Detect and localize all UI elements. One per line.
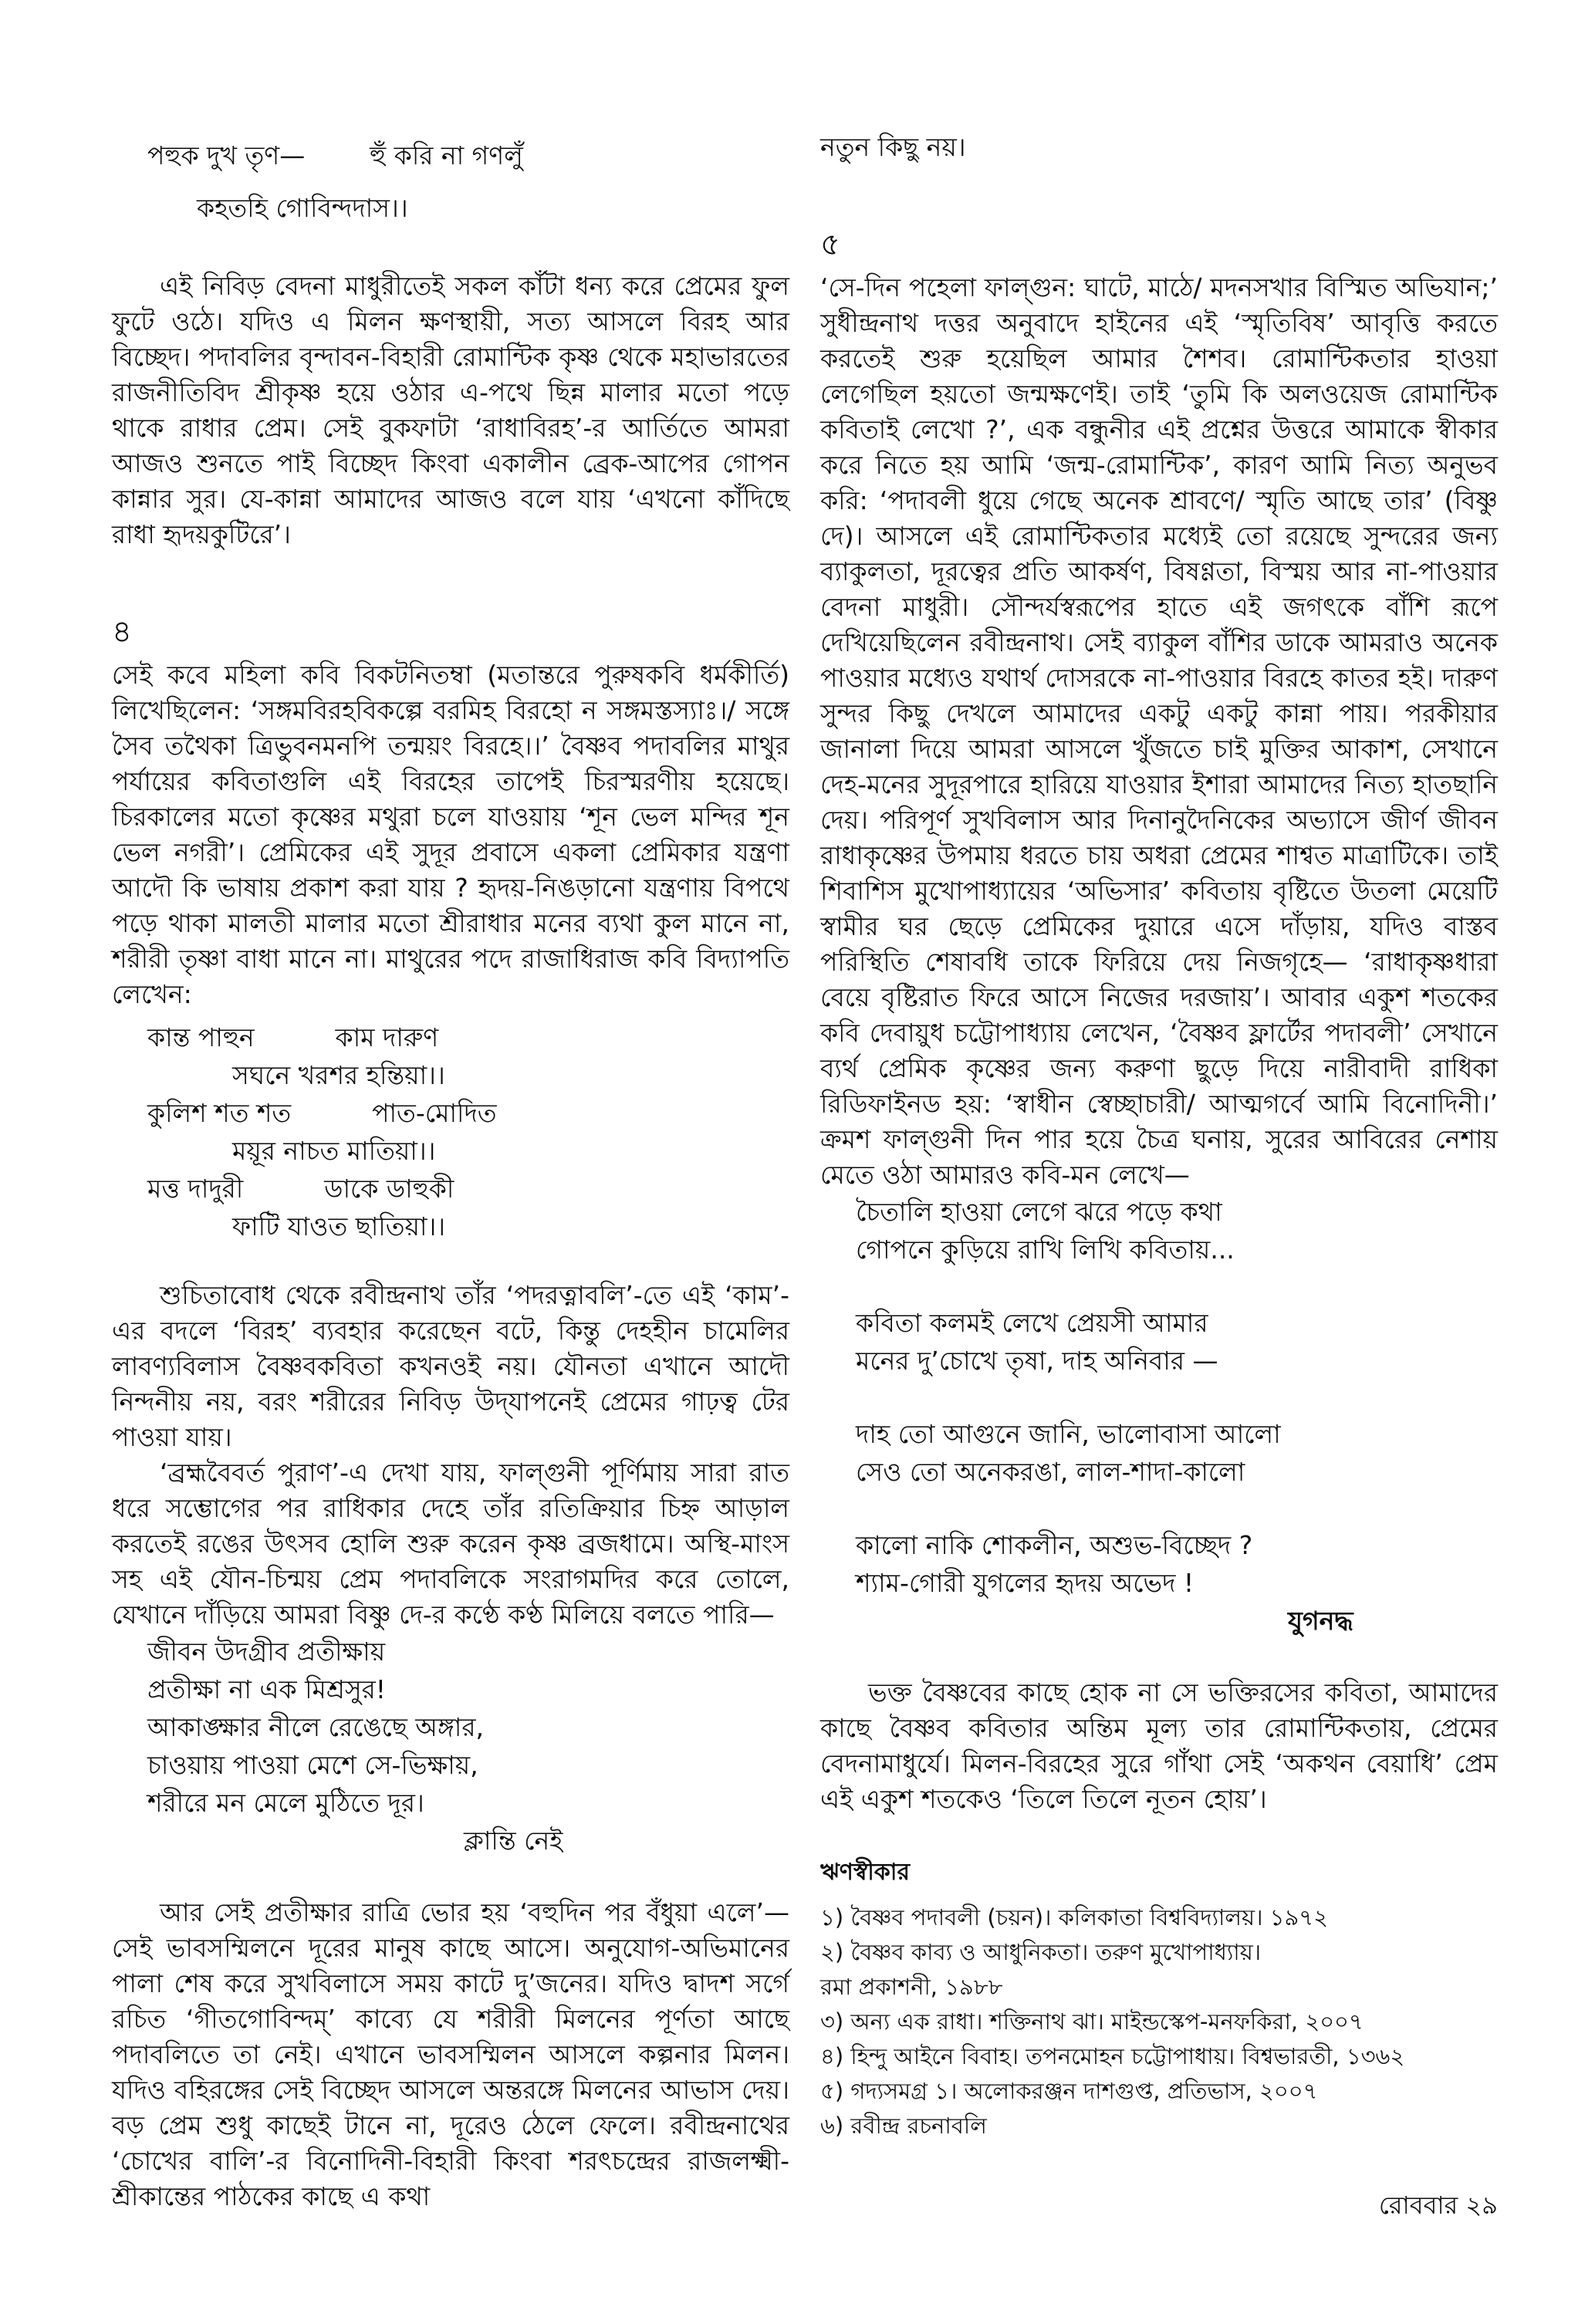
references-section [820,1856,1498,2143]
poem-line: জীবন উদগ্রীব প্রতীক্ষায় [147,1637,386,1667]
poem-line: প্রতীক্ষা না এক মিশ্রসুর! [147,1674,386,1704]
vidyapati-verse [112,1018,789,1245]
verse-line: ময়ূর নাচত মাতিয়া।। [232,1136,436,1166]
poem-quote-left [112,1633,789,1860]
poem-attribution: ক্লান্তি নেই [464,1826,563,1856]
poem-line: আকাঙ্ক্ষার নীলে রেঙেছে অঙ্গার, [147,1712,484,1742]
paragraph-brahmavaivarta: ‘ব্রহ্মবৈবর্ত পুরাণ’-এ দেখা যায়, ফাল্গুনী পূর্ণিমায় সারা রাত ধরে সম্ভোগের পর রাধিকার দেহে তাঁর রতিক্রিয়ার চিহ্ন আড়াল করতেই রঙের উৎসব হোলি শুরু করেন কৃষ্ণ ব্রজধামে। অস্থি-মাংস সহ এই যৌন-চিন্ময় প্রেম পদাবলিকে সংরাগমদির করে তোলে, যেখানে দাঁড়িয়ে আমরা বিষ্ণু দে-র কণ্ঠে কণ্ঠ মিলিয়ে বলতে পারি— [112,1458,789,1630]
paragraph-intro: এই নিবিড় বেদনা মাধুরীতেই সকল কাঁটা ধন্য করে প্রেমের ফুল ফুটে ওঠে। যদিও এ মিলন ক্ষণস্থায়ী, সত্য আসলে বিরহ আর বিচ্ছেদ। পদাবলির বৃন্দাবন-বিহারী রোমান্টিক কৃষ্ণ থেকে মহাভারতের রাজনীতিবিদ শ্রীকৃষ্ণ হয়ে ওঠার এ-পথে ছিন্ন মালার মতো পড়ে থাকে রাধার প্রেম। সেই বুকফাটা ‘রাধাবিরহ’-র আর্তিতে আমরা আজও শুনতে পাই বিচ্ছেদ কিংবা একালীন ব্রেক-আপের গোপন কান্নার সুর। যে-কান্না আমাদের আজও বলে যায় ‘এখনো কাঁদিছে রাধা হৃদয়কুটিরে’। [112,271,789,549]
verse-line: ফাটি যাওত ছাতিয়া।। [232,1211,446,1241]
verse-line: মত্ত দাদুরী ডাকে ডাহুকী [147,1174,455,1204]
poem-line: কালো নাকি শোকলীন, অশুভ-বিচ্ছেদ ? [856,1530,1253,1560]
verse-line: সঘনে খরশর হন্তিয়া।। [232,1060,445,1090]
references-heading: ঋণস্বীকার [820,1859,910,1886]
poem-line: শ্যাম-গোরী যুগলের হৃদয় অভেদ ! [856,1568,1195,1598]
section-number-5: ৫ [820,227,840,262]
poem-line: শরীরে মন মেলে মুঠিতে দূর। [147,1788,424,1818]
page-footer [820,2190,1498,2221]
poem-line: কবিতা কলমই লেখে প্রেয়সী আমার [856,1308,1208,1338]
paragraph-closing: ভক্ত বৈষ্ণবের কাছে হোক না সে ভক্তিরসের কবিতা, আমাদের কাছে বৈষ্ণব কবিতার অন্তিম মূল্য তার রোমান্টিকতায়, প্রেমের বেদনামাধুর্যে। মিলন-বিরহের সুরে গাঁথা সেই ‘অকথন বেয়াধি’ প্রেম এই একুশ শতকেও ‘তিলে তিলে নূতন হোয়’। [820,1677,1498,1814]
reference-item: ২) বৈষ্ণব কাব্য ও আধুনিকতা। তরুণ মুখোপাধ্যায়। [820,1939,1262,1965]
poem-line: দাহ তো আগুনে জানি, ভালোবাসা আলো [856,1419,1281,1449]
reference-item: রমা প্রকাশনী, ১৯৮৮ [820,1974,1003,2000]
reference-item: ১) বৈষ্ণব পদাবলী (চয়ন)। কলিকাতা বিশ্ববিদ্যালয়। ১৯৭২ [820,1904,1329,1930]
poem-quote-right [820,1193,1498,1640]
paragraph-suchita: শুচিতাবোধ থেকে রবীন্দ্রনাথ তাঁর ‘পদরত্নাবলি’-তে এই ‘কাম’-এর বদলে ‘বিরহ’ ব্যবহার করেছেন বটে, কিন্তু দেহহীন চামেলির লাবণ্যবিলাস বৈষ্ণবকবিতা কখনওই নয়। যৌনতা এখানে আদৌ নিন্দনীয় নয়, বরং শরীরের নিবিড় উদ্‌যাপনেই প্রেমের গাঢ়ত্ব টের পাওয়া যায়। [112,1280,789,1452]
verse-line: কান্ত পাহুন কাম দারুণ [147,1022,439,1052]
right-column [820,130,1498,2143]
opening-verse-line-2: কহতহি গোবিন্দদাস।। [197,193,408,223]
poem-attribution: যুগনদ্ধ [1288,1606,1353,1636]
reference-item: ৩) অন্য এক রাধা। শক্তিনাথ ঝা। মাইন্ডস্কেপ-মনফকিরা, ২০০৭ [820,2008,1364,2035]
reference-item: ৫) গদ্যসমগ্র ১। অলোকরঞ্জন দাশগুপ্ত, প্রতিভাস, ২০০৭ [820,2078,1318,2104]
section-number-4: ৪ [112,614,132,650]
paragraph-vidyapati: সেই কবে মহিলা কবি বিকটনিতম্বা (মতান্তরে পুরুষকবি ধর্মকীর্তি) লিখেছিলেন: ‘সঙ্গমবিরহবিকল্পে বরমিহ বিরহো ন সঙ্গমস্তস্যাঃ।/ সঙ্গে সৈব তথৈকা ত্রিভুবনমনপি তন্ময়ং বিরহে।।’ বৈষ্ণব পদাবলির মাথুর পর্যায়ের কবিতাগুলি এই বিরহের তাপেই চিরস্মরণীয় হয়েছে। চিরকালের মতো কৃষ্ণের মথুরা চলে যাওয়ায় ‘শূন ভেল মন্দির শূন ভেল নগরী’। প্রেমিকের এই সুদূর প্রবাসে একলা প্রেমিকার যন্ত্রণা আদৌ কি ভাষায় প্রকাশ করা যায় ? হৃদয়-নিঙড়ানো যন্ত্রণায় বিপথে পড়ে থাকা মালতী মালার মতো শ্রীরাধার মনের ব্যথা কুল মানে না, শরীরী তৃষ্ণা বাধা মানে না। মাথুরের পদে রাজাধিরাজ কবি বিদ্যাপতি লেখেন: [112,660,789,1009]
opening-verse-line-1: পহুক দুখ তৃণ— হুঁ করি না গণলুঁ [147,140,523,171]
page-number: রোববার ২৯ [1378,2191,1498,2220]
opening-verse [112,130,789,235]
poem-line: গোপনে কুড়িয়ে রাখি লিখি কবিতায়... [856,1235,1235,1265]
paragraph-main: ‘সে-দিন পহেলা ফাল্গুন: ঘাটে, মাঠে/ মদনসখার বিস্মিত অভিযান;’ সুধীন্দ্রনাথ দত্তর অনুবাদে হাইনের এই ‘স্মৃতিবিষ’ আবৃত্তি করতে করতেই শুরু হয়েছিল আমার শৈশব। রোমান্টিকতার হাওয়া লেগেছিল হয়তো জন্মক্ষণেই। তাই ‘তুমি কি অলওয়েজ রোমান্টিক কবিতাই লেখো ?’, এক বন্ধুনীর এই প্রশ্নের উত্তরে আমাকে স্বীকার করে নিতে হয় আমি ‘জন্ম-রোমান্টিক’, কারণ আমি নিত্য অনুভব করি: ‘পদাবলী ধুয়ে গেছে অনেক শ্রাবণে/ স্মৃতি আছে তার’ (বিষ্ণু দে)। আসলে এই রোমান্টিকতার মধ্যেই তো রয়েছে সুন্দরের জন্য ব্যাকুলতা, দূরত্বের প্রতি আকর্ষণ, বিষণ্ণতা, বিস্ময় আর না-পাওয়ার বেদনা মাধুরী। সৌন্দর্যস্বরূপের হাতে এই জগৎকে বাঁশি রূপে দেখিয়েছিলেন রবীন্দ্রনাথ। সেই ব্যাকুল বাঁশির ডাকে আমরাও অনেক পাওয়ার মধ্যেও যথার্থ দোসরকে না-পাওয়ার বিরহে কাতর হই। দারুণ সুন্দর কিছু দেখলে আমাদের একটু একটু কান্না পায়। পরকীয়ার জানালা দিয়ে আমরা আসলে খুঁজতে চাই মুক্তির আকাশ, সেখানে দেহ-মনের সুদূরপারে হারিয়ে যাওয়ার ইশারা আমাদের নিত্য হাতছানি দেয়। পরিপূর্ণ সুখবিলাস আর দিনানুদৈনিকের অভ্যাসে জীর্ণ জীবন রাধাকৃষ্ণের উপমায় ধরতে চায় অধরা প্রেমের শাশ্বত মাত্রাটিকে। তাই শিবাশিস মুখোপাধ্যায়ের ‘অভিসার’ কবিতায় বৃষ্টিতে উতলা মেয়েটি স্বামীর ঘর ছেড়ে প্রেমিকের দুয়ারে এসে দাঁড়ায়, যদিও বাস্তব পরিস্থিতি শেষাবধি তাকে ফিরিয়ে দেয় নিজগৃহে— ‘রাধাকৃষ্ণধারা বেয়ে বৃষ্টিরাত ফিরে আসে নিজের দরজায়’। আবার একুশ শতকের কবি দেবায়ুধ চট্টোপাধ্যায় লেখেন, ‘বৈষ্ণব ফ্লার্টের পদাবলী’ সেখানে ব্যর্থ প্রেমিক কৃষ্ণের জন্য করুণা ছুড়ে দিয়ে নারীবাদী রাধিকা রিডিফাইনড হয়: ‘স্বাধীন স্বেচ্ছাচারী/ আত্মগর্বে আমি বিনোদিনী।’ ক্রমশ ফাল্গুনী দিন পার হয়ে চৈত্র ঘনায়, সুরের আবিরের নেশায় মেতে ওঠা আমারও কবি-মন লেখে— [820,272,1498,1190]
reference-item: ৬) রবীন্দ্র রচনাবলি [820,2113,987,2139]
verse-line: কুলিশ শত শত পাত-মোদিত [147,1098,497,1128]
paragraph-pratiksha: আর সেই প্রতীক্ষার রাত্রি ভোর হয় ‘বহুদিন পর বঁধুয়া এলে’— সেই ভাবসম্মিলনে দূরের মানুষ কাছে আসে। অনুযোগ-অভিমানের পালা শেষ করে সুখবিলাসে সময় কাটে দু’জনের। যদিও দ্বাদশ সর্গে রচিত ‘গীতগোবিন্দম্‌’ কাব্যে যে শরীরী মিলনের পূর্ণতা আছে পদাবলিতে তা নেই। এখানে ভাবসম্মিলন আসলে কল্পনার মিলন। যদিও বহিরঙ্গের সেই বিচ্ছেদ আসলে অন্তরঙ্গে মিলনের আভাস দেয়। বড় প্রেম শুধু কাছেই টানে না, দূরেও ঠেলে ফেলে। রবীন্দ্রনাথের ‘চোখের বালি’-র বিনোদিনী-বিহারী কিংবা শরৎচন্দ্রের রাজলক্ষ্মী-শ্রীকান্তের পাঠকের কাছে এ কথা [112,1897,789,2211]
left-column [112,130,789,2214]
poem-line: চাওয়ায় পাওয়া মেশে সে-ভিক্ষায়, [147,1750,478,1780]
paragraph-continuation: নতুন কিছু নয়। [820,132,966,162]
poem-line: মনের দু’চোখে তৃষা, দাহ অনিবার — [856,1346,1218,1376]
poem-line: চৈতালি হাওয়া লেগে ঝরে পড়ে কথা [856,1197,1222,1227]
poem-line: সেও তো অনেকরঙা, লাল-শাদা-কালো [856,1457,1245,1487]
reference-item: ৪) হিন্দু আইনে বিবাহ। তপনমোহন চট্টোপাধায়। বিশ্বভারতী, ১৩৬২ [820,2043,1405,2069]
